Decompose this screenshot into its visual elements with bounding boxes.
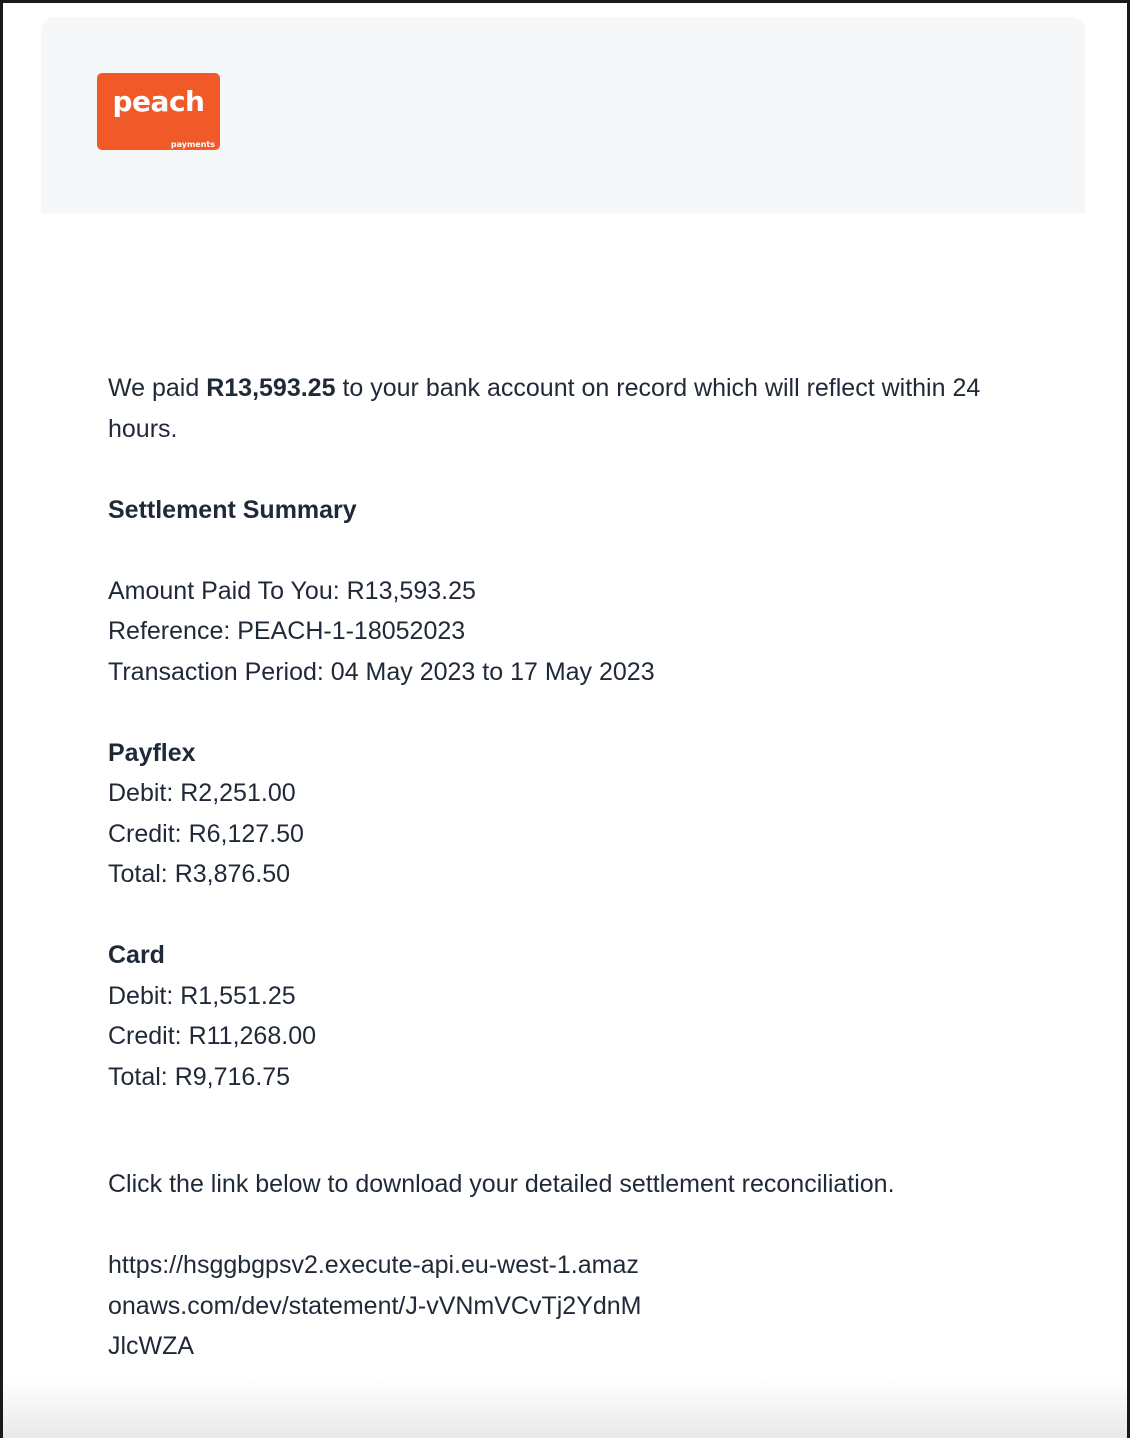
download-instruction: Click the link below to download your detailed settlement reconciliation.: [108, 1170, 895, 1198]
section-total: Total: R3,876.50: [108, 860, 291, 888]
amount-paid-line: Amount Paid To You: R13,593.25: [108, 576, 476, 605]
logo-subtext: payments: [170, 140, 215, 149]
section-title: Card: [108, 941, 165, 969]
bottom-fade: [3, 1378, 1127, 1438]
reference-line: Reference: PEACH-1-18052023: [108, 617, 466, 645]
logo-wordmark: peach: [112, 85, 205, 118]
transaction-period-line: Transaction Period: 04 May 2023 to 17 May 2023: [108, 657, 655, 686]
peach-payments-logo: [97, 73, 220, 150]
email-content: [108, 368, 1008, 1367]
summary-heading: Settlement Summary: [108, 495, 357, 524]
email-header: [41, 17, 1085, 213]
section-credit: Credit: R11,268.00: [108, 1022, 316, 1050]
section-title: Payflex: [108, 738, 196, 767]
payflex-section: [108, 733, 1008, 895]
section-debit: Debit: R2,251.00: [108, 779, 296, 807]
paid-amount: R13,593.25: [206, 374, 336, 402]
section-credit: Credit: R6,127.50: [108, 819, 304, 848]
statement-download-link[interactable]: https://hsggbgpsv2.execute-api.eu-west-1.amazonaws.com/dev/statement/J-vVNmVCvTj2YdnMJlcWZA: [108, 1251, 642, 1360]
email-body: [3, 3, 1127, 1438]
section-total: Total: R9,716.75: [108, 1062, 291, 1091]
card-section: [108, 935, 1008, 1097]
payment-intro: We paid R13,593.25 to your bank account on record which will reflect within 24 hours.: [108, 374, 981, 443]
section-debit: Debit: R1,551.25: [108, 981, 296, 1010]
